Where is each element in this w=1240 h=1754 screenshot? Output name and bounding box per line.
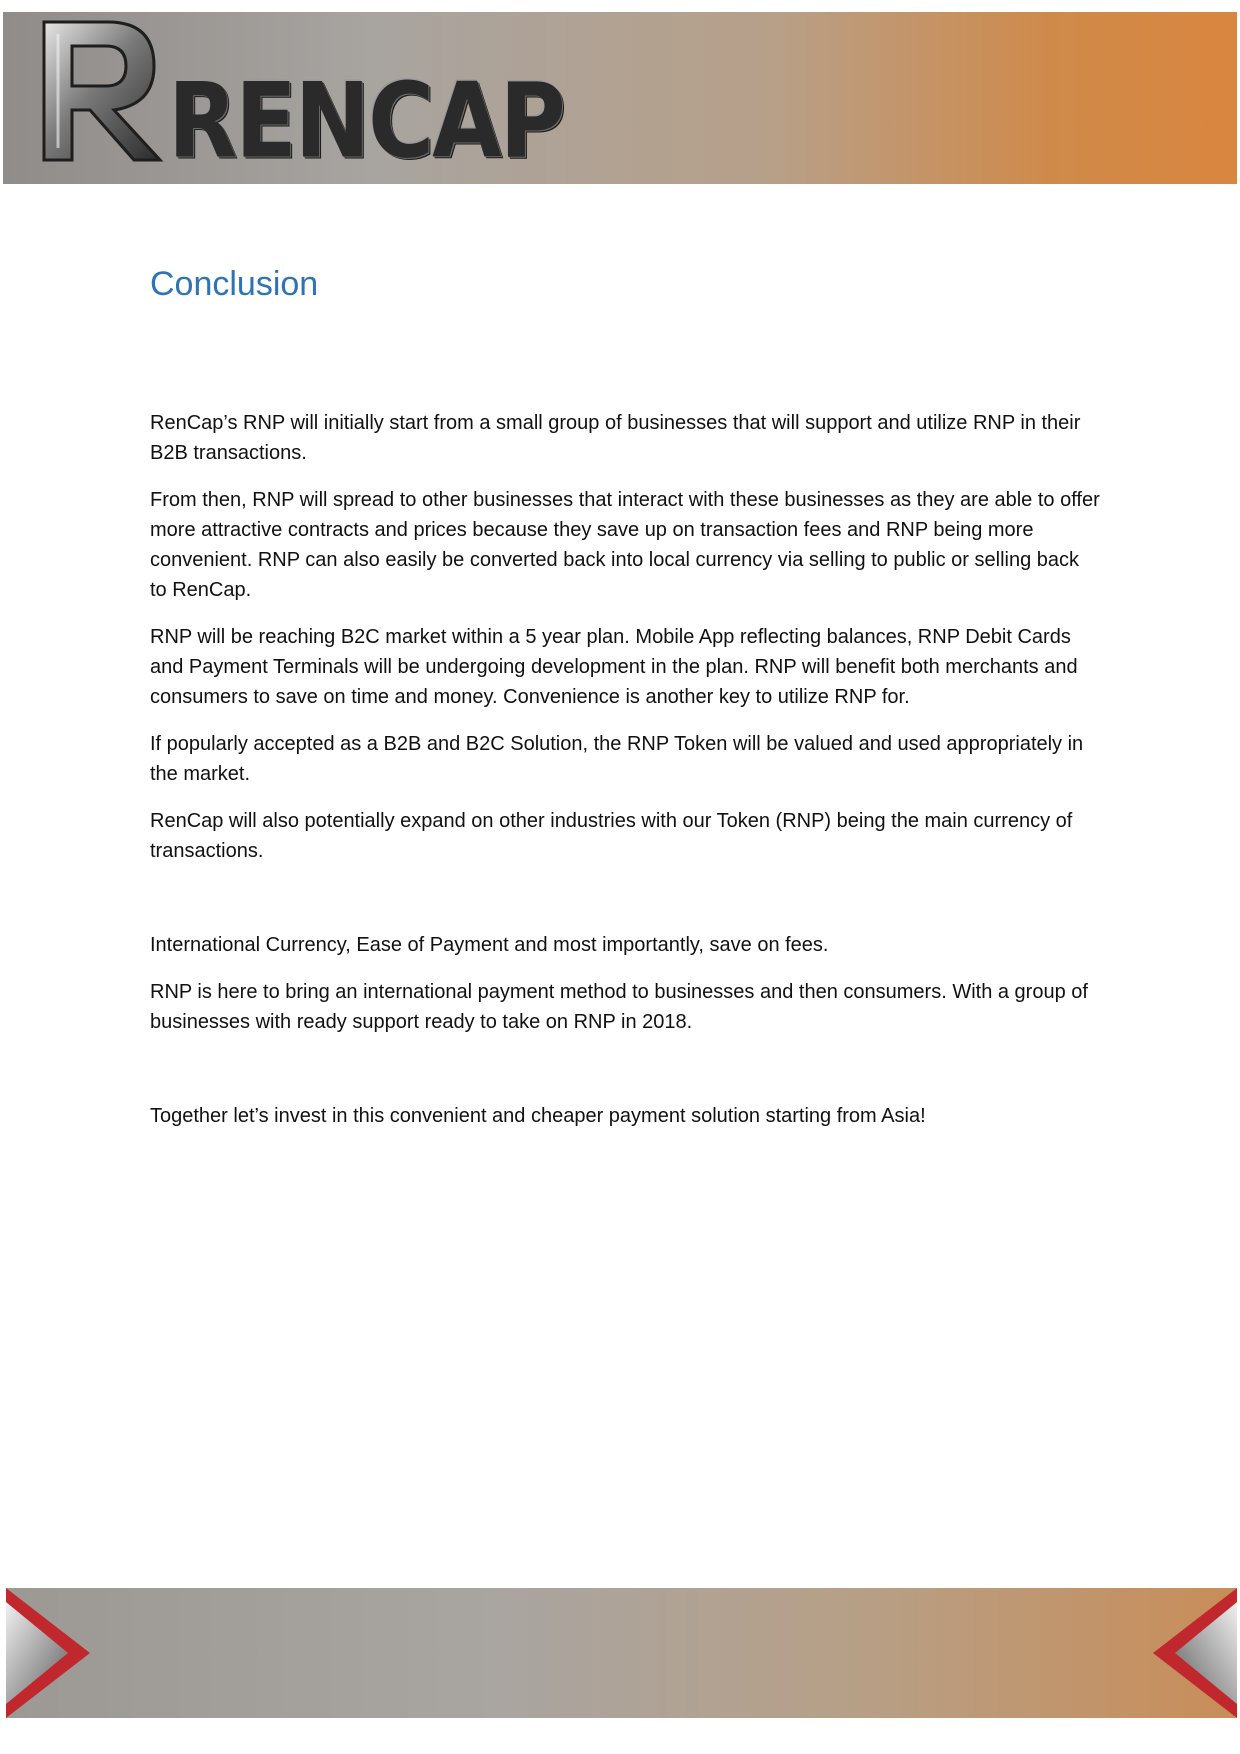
paragraph: RNP will be reaching B2C market within a 5 year plan. Mobile App reflecting balances, RNP Debit Cards and Payment Terminals will be undergoing development in the plan. RNP will benefit both merchants and consumers to save on time and money. Convenience is another key to utilize RNP for. xyxy=(150,626,1078,708)
paragraph: Together let’s invest in this convenient and cheaper payment solution starting from Asia! xyxy=(150,1105,926,1127)
r-monogram-icon xyxy=(38,18,168,168)
paragraph: RenCap will also potentially expand on other industries with our Token (RNP) being the main currency of transactions. xyxy=(150,810,1073,862)
paragraph: If popularly accepted as a B2B and B2C Solution, the RNP Token will be valued and used appropriately in the market. xyxy=(150,733,1084,785)
paragraph: RenCap’s RNP will initially start from a small group of businesses that will support and utilize RNP in their B2B transactions. xyxy=(150,412,1081,464)
logo-wordmark: RENCAP xyxy=(168,60,564,182)
right-arrow-icon xyxy=(1147,1588,1237,1718)
left-arrow-icon xyxy=(6,1588,96,1718)
body-text xyxy=(150,408,1100,1148)
paragraph: From then, RNP will spread to other businesses that interact with these businesses as they are able to offer more attractive contracts and prices because they save up on transaction fees and RNP being more convenient. RNP can also easily be converted back into local currency via selling to public or selling back to RenCap. xyxy=(150,489,1100,601)
paragraph: RNP is here to bring an international payment method to businesses and then consumers. With a group of businesses with ready support ready to take on RNP in 2018. xyxy=(150,981,1088,1033)
page-title: Conclusion xyxy=(150,265,319,303)
rencap-logo xyxy=(38,18,564,182)
footer-banner xyxy=(6,1588,1237,1718)
paragraph: International Currency, Ease of Payment and most importantly, save on fees. xyxy=(150,934,829,956)
